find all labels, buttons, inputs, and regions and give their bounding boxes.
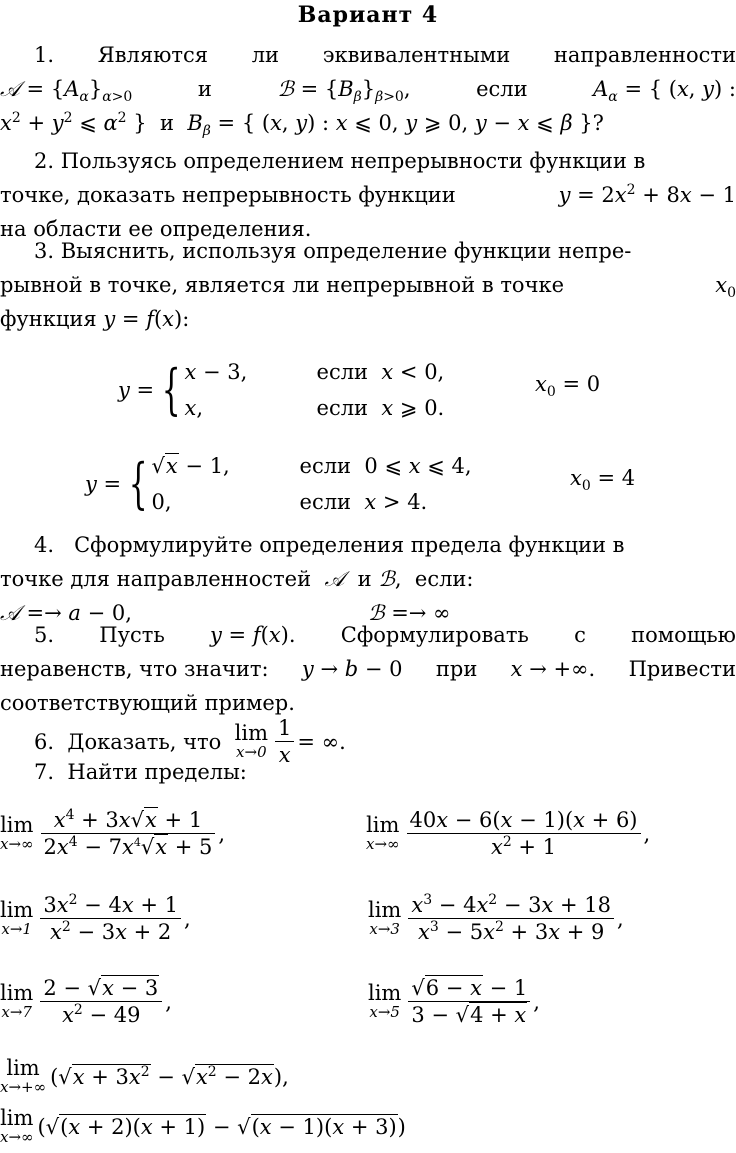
point-x0-second: $x_0 = 4$ [570,466,636,495]
piecewise-function-1: y = { x − 3, если x < 0, x, если x ⩾ 0. [118,358,445,421]
point-x0-first: $x_0 = 0$ [535,372,601,401]
limit-3: lim x→1 $\frac{3x^2 - 4x + 1}{x^2 - 3x + 2}$ , [0,892,191,944]
limit-6: lim x→5 $\frac{√6 - x - 1}{3 - √4 + x}$ , [368,976,540,1027]
formula-a-alpha: $A_\alpha$ = { (x, y) : [593,77,736,106]
formula-direction-a-limit: 𝒜 =→ a − 0, [0,601,132,625]
problem-2: 2. Пользуясь определением непрерывности функции в точке, доказать непрерывность функции $y = 2x^2 + 8x - 1$ на области ее определения. [0,149,736,241]
limit-5: lim x→7 $\frac{2 - √x - 3}{x^2 - 49}$ , [0,976,172,1027]
formula-direction-b: ℬ = $\{B_\beta\}_{\beta>0}$, [277,77,411,106]
formula-direction-a: 𝒜 = $\{A_\alpha\}_{\alpha>0}$ [0,77,133,106]
problem-1-line-2: 𝒜 = $\{A_\alpha\}_{\alpha>0}$ и ℬ = $\{B_\beta\}_{\beta>0}$, если $A_\alpha$ = { (x, y) : [0,72,736,106]
problem-6: 6. Доказать, что lim x→0 $\frac{1}{x}$ = ∞. [34,716,346,767]
formula-b-beta: $B_\beta$ = { (x, y) : x ⩽ 0, y ⩾ 0, y − x ⩽ β } [187,111,593,140]
page-title: Вариант 4 [297,2,439,28]
problem-1 [0,38,736,140]
problem-4: 4. Сформулируйте определения предела функции в точке для направленностей 𝒜 и ℬ, если: 𝒜 =→ a − 0, ℬ =→ ∞ [0,528,736,630]
problem-1-line-1: 1. Являются ли эквивалентными направленности [0,38,736,72]
problem-3: 3. Выяснить, используя определение функции непре- рывной в точке, является ли непрерывной в точке $x_0$ функция y = f(x): [0,239,736,331]
problem-5: 5. Пусть y = f(x). Сформулировать с помощью неравенств, что значит: y → b − 0 при x → +∞. Привести соответствующий пример. [0,623,736,715]
problem-7: 7. Найти пределы: [34,760,247,784]
limit-1: lim x→∞ $\frac{x^4 + 3x√x + 1}{2x^4 - 7x^4√x + 5}$ , [0,807,226,859]
formula-direction-b-limit: ℬ =→ ∞ [368,601,451,625]
limit-4: lim x→3 $\frac{x^3 - 4x^2 - 3x + 18}{x^3 - 5x^2 + 3x + 9}$ , [368,892,624,944]
formula-circle: $x^2 + y^2$ ⩽ $\alpha^2$ } [0,110,147,135]
formula-quadratic: $y = 2x^2 + 8x - 1$ [558,182,736,207]
piecewise-function-2: y = { √x − 1, если 0 ⩽ x ⩽ 4, 0, если x > 4. [85,452,472,515]
limit-2: lim x→∞ $\frac{40x - 6(x - 1)(x + 6)}{x^2 + 1}$ , [366,808,651,859]
problem-1-line-3: $x^2 + y^2$ ⩽ $\alpha^2$ } и $B_\beta$ = { (x, y) : x ⩽ 0, y ⩾ 0, y − x ⩽ β }? [0,110,604,140]
formula-f: y = f(x): [103,307,190,331]
limit-8: lim x→∞ (√(x + 2)(x + 1) − √(x − 1)(x + 3)) [0,1106,406,1146]
formula-x0: $x_0$ [715,273,736,302]
problem-number: 1. [34,43,55,67]
limit-7: lim x→+∞ $(√x + 3x^2 - √x^2 - 2x)$, [0,1056,289,1096]
